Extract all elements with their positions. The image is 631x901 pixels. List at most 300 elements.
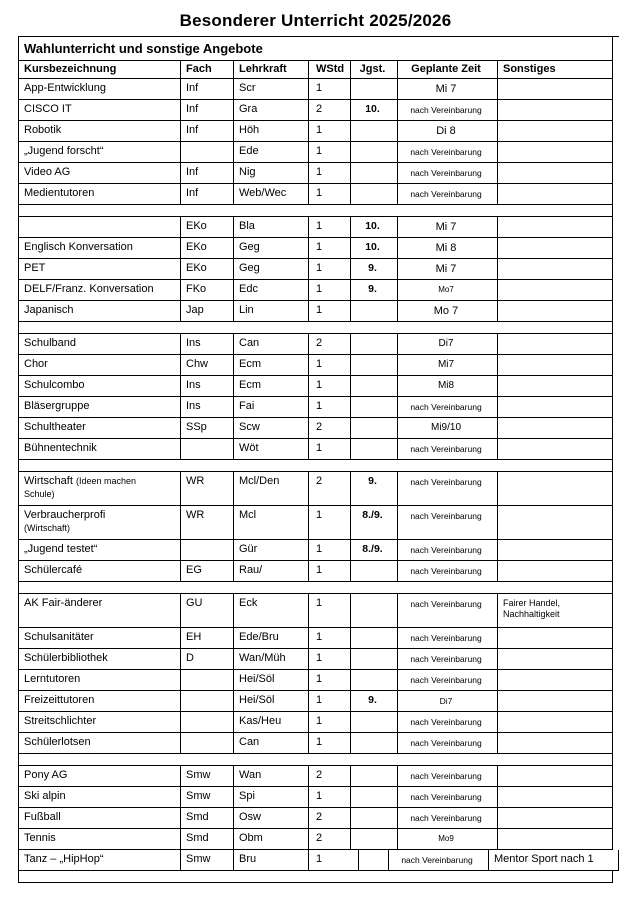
cell-lehrkraft: Hei/Söl — [234, 691, 309, 712]
cell-lehrkraft: Wöt — [234, 439, 309, 460]
cell-geplante-zeit: nach Vereinbarung — [398, 100, 498, 121]
cell-jgst — [351, 829, 398, 850]
course-name: Schultheater — [24, 421, 86, 433]
cell-fach — [181, 540, 234, 561]
course-row — [19, 733, 619, 754]
cell-geplante-zeit: Mo 7 — [398, 301, 498, 322]
cell-fach: FKo — [181, 280, 234, 301]
column-header-lehrkraft: Lehrkraft — [234, 61, 309, 79]
cell-sonstiges — [498, 670, 613, 691]
cell-wstd: 1 — [309, 439, 351, 460]
cell-geplante-zeit: nach Vereinbarung — [398, 506, 498, 540]
cell-sonstiges — [498, 238, 613, 259]
cell-sonstiges — [498, 691, 613, 712]
cell-fach: Inf — [181, 79, 234, 100]
course-row — [19, 301, 619, 322]
cell-jgst — [351, 561, 398, 582]
cell-jgst — [351, 506, 398, 540]
course-name: Schulband — [24, 337, 76, 349]
course-row — [19, 628, 619, 649]
cell-lehrkraft: Can — [234, 334, 309, 355]
cell-lehrkraft: Hei/Söl — [234, 670, 309, 691]
cell-jgst — [351, 121, 398, 142]
course-row — [19, 259, 619, 280]
cell-kursbezeichnung — [19, 691, 181, 712]
column-header-row — [19, 61, 619, 79]
cell-sonstiges — [498, 397, 613, 418]
separator-cell — [19, 460, 613, 472]
cell-geplante-zeit: nach Vereinbarung — [398, 397, 498, 418]
cell-jgst — [351, 280, 398, 301]
course-name-note: (Ideen machen Schule) — [24, 476, 137, 500]
course-name: Verbraucherprofi — [24, 509, 106, 521]
course-name: Schülerbibliothek — [24, 652, 108, 664]
cell-kursbezeichnung — [19, 79, 181, 100]
cell-geplante-zeit: Mi 7 — [398, 217, 498, 238]
cell-geplante-zeit: Mi 7 — [398, 259, 498, 280]
cell-wstd: 1 — [309, 561, 351, 582]
course-name: Tanz – „HipHop“ — [24, 853, 104, 865]
cell-geplante-zeit: nach Vereinbarung — [398, 670, 498, 691]
cell-wstd: 1 — [309, 691, 351, 712]
cell-sonstiges — [498, 217, 613, 238]
cell-fach: Inf — [181, 184, 234, 205]
cell-lehrkraft: Wan — [234, 766, 309, 787]
course-row — [19, 649, 619, 670]
cell-wstd: 2 — [309, 766, 351, 787]
cell-kursbezeichnung — [19, 334, 181, 355]
cell-fach — [181, 439, 234, 460]
cell-sonstiges — [498, 439, 613, 460]
jgst-value: 10. — [365, 103, 380, 115]
cell-geplante-zeit: nach Vereinbarung — [398, 766, 498, 787]
cell-jgst — [351, 540, 398, 561]
course-row — [19, 163, 619, 184]
cell-geplante-zeit: nach Vereinbarung — [398, 472, 498, 506]
cell-wstd: 2 — [309, 100, 351, 121]
cell-kursbezeichnung — [19, 829, 181, 850]
course-name: Bühnentechnik — [24, 442, 97, 454]
cell-wstd: 2 — [309, 418, 351, 439]
course-name: Streitschlichter — [24, 715, 97, 727]
separator-row — [19, 322, 619, 334]
course-row — [19, 397, 619, 418]
jgst-value: 8./9. — [362, 543, 383, 555]
cell-geplante-zeit: nach Vereinbarung — [398, 787, 498, 808]
cell-lehrkraft: Geg — [234, 259, 309, 280]
course-row — [19, 594, 619, 628]
course-name: Freizeittutoren — [24, 694, 95, 706]
column-header-sonstiges: Sonstiges — [498, 61, 613, 79]
cell-jgst — [351, 259, 398, 280]
cell-jgst — [351, 808, 398, 829]
cell-kursbezeichnung — [19, 184, 181, 205]
cell-wstd: 2 — [309, 829, 351, 850]
cell-fach: Ins — [181, 334, 234, 355]
cell-geplante-zeit: Di7 — [398, 334, 498, 355]
cell-lehrkraft: Nig — [234, 163, 309, 184]
cell-fach: Inf — [181, 163, 234, 184]
cell-sonstiges — [498, 418, 613, 439]
cell-jgst — [351, 355, 398, 376]
course-name: Bläsergruppe — [24, 400, 90, 412]
separator-cell — [19, 582, 613, 594]
cell-jgst — [351, 238, 398, 259]
cell-kursbezeichnung — [19, 808, 181, 829]
cell-sonstiges — [498, 79, 613, 100]
cell-geplante-zeit: nach Vereinbarung — [398, 649, 498, 670]
course-name: Lerntutoren — [24, 673, 81, 685]
cell-lehrkraft: Scr — [234, 79, 309, 100]
course-name: AK Fair-änderer — [24, 597, 103, 609]
cell-geplante-zeit: Mo9 — [398, 829, 498, 850]
cell-geplante-zeit: nach Vereinbarung — [398, 808, 498, 829]
cell-fach: EKo — [181, 217, 234, 238]
cell-jgst — [351, 142, 398, 163]
cell-kursbezeichnung — [19, 397, 181, 418]
cell-fach: EKo — [181, 238, 234, 259]
jgst-value: 8./9. — [362, 509, 383, 521]
cell-wstd: 1 — [309, 628, 351, 649]
cell-wstd: 1 — [309, 280, 351, 301]
course-row — [19, 238, 619, 259]
cell-sonstiges — [498, 712, 613, 733]
cell-geplante-zeit: Mi9/10 — [398, 418, 498, 439]
cell-wstd: 1 — [309, 787, 351, 808]
cell-kursbezeichnung — [19, 649, 181, 670]
cell-jgst — [351, 418, 398, 439]
course-name: Wirtschaft — [24, 475, 73, 487]
cell-kursbezeichnung — [19, 100, 181, 121]
cell-lehrkraft: Mcl — [234, 506, 309, 540]
cell-fach — [181, 670, 234, 691]
column-header-wstd: WStd — [309, 61, 351, 79]
cell-fach: Inf — [181, 100, 234, 121]
cell-sonstiges — [498, 540, 613, 561]
cell-wstd: 1 — [309, 238, 351, 259]
separator-cell — [19, 322, 613, 334]
course-row — [19, 100, 619, 121]
course-row — [19, 418, 619, 439]
cell-jgst — [351, 217, 398, 238]
course-row — [19, 217, 619, 238]
cell-wstd: 1 — [309, 121, 351, 142]
course-row — [19, 766, 619, 787]
cell-wstd: 1 — [309, 649, 351, 670]
cell-wstd: 1 — [309, 259, 351, 280]
course-name: Pony AG — [24, 769, 68, 781]
course-row — [19, 355, 619, 376]
course-row — [19, 142, 619, 163]
cell-wstd: 2 — [309, 472, 351, 506]
course-name: Fußball — [24, 811, 61, 823]
cell-kursbezeichnung — [19, 121, 181, 142]
cell-geplante-zeit: nach Vereinbarung — [389, 850, 489, 871]
cell-kursbezeichnung — [19, 217, 181, 238]
separator-row — [19, 754, 619, 766]
course-row — [19, 121, 619, 142]
cell-lehrkraft: Ede — [234, 142, 309, 163]
cell-sonstiges — [498, 808, 613, 829]
cell-fach — [181, 733, 234, 754]
cell-kursbezeichnung — [19, 439, 181, 460]
cell-sonstiges — [498, 121, 613, 142]
cell-lehrkraft: Gra — [234, 100, 309, 121]
cell-geplante-zeit: nach Vereinbarung — [398, 712, 498, 733]
course-row — [19, 670, 619, 691]
cell-wstd: 1 — [309, 355, 351, 376]
cell-fach — [181, 691, 234, 712]
cell-fach: D — [181, 649, 234, 670]
cell-geplante-zeit: Mo7 — [398, 280, 498, 301]
cell-sonstiges — [498, 766, 613, 787]
cell-jgst — [351, 472, 398, 506]
cell-kursbezeichnung — [19, 540, 181, 561]
cell-jgst — [351, 163, 398, 184]
cell-lehrkraft: Mcl/Den — [234, 472, 309, 506]
cell-jgst — [351, 766, 398, 787]
course-name: Schulcombo — [24, 379, 85, 391]
table-section-header-row — [19, 37, 619, 61]
cell-fach: EKo — [181, 259, 234, 280]
course-name: Ski alpin — [24, 790, 66, 802]
cell-geplante-zeit: Di 8 — [398, 121, 498, 142]
cell-sonstiges — [498, 184, 613, 205]
cell-kursbezeichnung — [19, 766, 181, 787]
cell-jgst — [351, 376, 398, 397]
cell-geplante-zeit: nach Vereinbarung — [398, 594, 498, 628]
cell-lehrkraft: Eck — [234, 594, 309, 628]
course-row — [19, 472, 619, 506]
course-name-note: (Wirtschaft) — [24, 523, 70, 534]
separator-row — [19, 582, 619, 594]
cell-fach: GU — [181, 594, 234, 628]
course-row — [19, 540, 619, 561]
cell-sonstiges — [498, 142, 613, 163]
course-row — [19, 829, 619, 850]
column-header-jgst: Jgst. — [351, 61, 398, 79]
cell-fach: Inf — [181, 121, 234, 142]
cell-lehrkraft: Gür — [234, 540, 309, 561]
course-name: CISCO IT — [24, 103, 72, 115]
course-name: PET — [24, 262, 46, 274]
cell-fach: Smw — [181, 766, 234, 787]
jgst-value: 9. — [368, 262, 377, 274]
cell-kursbezeichnung — [19, 301, 181, 322]
cell-jgst — [359, 850, 389, 871]
cell-jgst — [351, 334, 398, 355]
cell-wstd: 1 — [309, 850, 359, 871]
cell-sonstiges — [498, 301, 613, 322]
cell-lehrkraft: Ede/Bru — [234, 628, 309, 649]
cell-kursbezeichnung — [19, 561, 181, 582]
cell-geplante-zeit: nach Vereinbarung — [398, 142, 498, 163]
course-name: „Jugend forscht“ — [24, 145, 104, 157]
course-name: Japanisch — [24, 304, 74, 316]
cell-lehrkraft: Spi — [234, 787, 309, 808]
cell-geplante-zeit: nach Vereinbarung — [398, 540, 498, 561]
cell-jgst — [351, 712, 398, 733]
cell-sonstiges — [498, 334, 613, 355]
jgst-value: 9. — [368, 475, 377, 487]
cell-kursbezeichnung — [19, 259, 181, 280]
cell-kursbezeichnung — [19, 355, 181, 376]
cell-sonstiges — [498, 376, 613, 397]
cell-sonstiges — [498, 829, 613, 850]
cell-fach: WR — [181, 472, 234, 506]
cell-kursbezeichnung — [19, 850, 181, 871]
cell-sonstiges: Fairer Handel, Nachhaltigkeit — [498, 594, 613, 628]
course-name: DELF/Franz. Konversation — [24, 283, 154, 295]
column-header-kursbezeichnung: Kursbezeichnung — [19, 61, 181, 79]
cell-jgst — [351, 691, 398, 712]
course-row — [19, 712, 619, 733]
cell-sonstiges — [498, 628, 613, 649]
cell-jgst — [351, 733, 398, 754]
cell-fach — [181, 142, 234, 163]
cell-sonstiges: Mentor Sport nach 1 — [489, 850, 619, 871]
cell-wstd: 1 — [309, 79, 351, 100]
cell-fach: Smd — [181, 808, 234, 829]
course-row — [19, 79, 619, 100]
cell-wstd: 1 — [309, 397, 351, 418]
course-name: Robotik — [24, 124, 62, 136]
cell-jgst — [351, 100, 398, 121]
jgst-value: 9. — [368, 694, 377, 706]
cell-fach: Smw — [181, 787, 234, 808]
course-table-body — [19, 79, 619, 883]
cell-lehrkraft: Can — [234, 733, 309, 754]
separator-cell — [19, 205, 613, 217]
cell-geplante-zeit: nach Vereinbarung — [398, 163, 498, 184]
cell-lehrkraft: Obm — [234, 829, 309, 850]
cell-kursbezeichnung — [19, 418, 181, 439]
cell-wstd: 1 — [309, 733, 351, 754]
cell-jgst — [351, 649, 398, 670]
course-row — [19, 334, 619, 355]
cell-geplante-zeit: nach Vereinbarung — [398, 628, 498, 649]
separator-cell — [19, 871, 613, 883]
course-row — [19, 184, 619, 205]
cell-lehrkraft: Ecm — [234, 376, 309, 397]
cell-lehrkraft: Höh — [234, 121, 309, 142]
cell-fach — [181, 712, 234, 733]
cell-kursbezeichnung — [19, 594, 181, 628]
course-row — [19, 439, 619, 460]
cell-lehrkraft: Lin — [234, 301, 309, 322]
course-name: Medientutoren — [24, 187, 95, 199]
course-name: Schülerlotsen — [24, 736, 91, 748]
cell-wstd: 1 — [309, 163, 351, 184]
cell-kursbezeichnung — [19, 506, 181, 540]
cell-jgst — [351, 670, 398, 691]
course-name: Tennis — [24, 832, 56, 844]
cell-kursbezeichnung — [19, 280, 181, 301]
cell-wstd: 1 — [309, 670, 351, 691]
cell-sonstiges — [498, 649, 613, 670]
course-row — [19, 787, 619, 808]
cell-lehrkraft: Web/Wec — [234, 184, 309, 205]
jgst-value: 10. — [365, 220, 380, 232]
cell-wstd: 2 — [309, 808, 351, 829]
cell-kursbezeichnung — [19, 628, 181, 649]
cell-geplante-zeit: Mi 8 — [398, 238, 498, 259]
cell-lehrkraft: Geg — [234, 238, 309, 259]
cell-kursbezeichnung — [19, 733, 181, 754]
cell-geplante-zeit: Di7 — [398, 691, 498, 712]
cell-jgst — [351, 594, 398, 628]
cell-wstd: 1 — [309, 142, 351, 163]
cell-lehrkraft: Scw — [234, 418, 309, 439]
cell-lehrkraft: Rau/ — [234, 561, 309, 582]
cell-kursbezeichnung — [19, 472, 181, 506]
cell-geplante-zeit: nach Vereinbarung — [398, 561, 498, 582]
course-row — [19, 506, 619, 540]
cell-jgst — [351, 628, 398, 649]
cell-fach: EG — [181, 561, 234, 582]
cell-geplante-zeit: nach Vereinbarung — [398, 439, 498, 460]
course-table — [18, 36, 619, 883]
cell-kursbezeichnung — [19, 142, 181, 163]
cell-lehrkraft: Edc — [234, 280, 309, 301]
cell-fach: SSp — [181, 418, 234, 439]
cell-wstd: 1 — [309, 540, 351, 561]
cell-lehrkraft: Kas/Heu — [234, 712, 309, 733]
course-name: „Jugend testet“ — [24, 543, 98, 555]
cell-wstd: 1 — [309, 184, 351, 205]
course-name: Englisch Konversation — [24, 241, 133, 253]
course-row — [19, 376, 619, 397]
cell-lehrkraft: Osw — [234, 808, 309, 829]
cell-fach: Ins — [181, 376, 234, 397]
course-row — [19, 808, 619, 829]
cell-jgst — [351, 79, 398, 100]
cell-kursbezeichnung — [19, 163, 181, 184]
cell-fach: WR — [181, 506, 234, 540]
cell-lehrkraft: Wan/Müh — [234, 649, 309, 670]
cell-sonstiges — [498, 561, 613, 582]
cell-kursbezeichnung — [19, 376, 181, 397]
cell-lehrkraft: Bru — [234, 850, 309, 871]
cell-jgst — [351, 397, 398, 418]
cell-wstd: 1 — [309, 301, 351, 322]
cell-fach: Jap — [181, 301, 234, 322]
cell-sonstiges — [498, 163, 613, 184]
separator-row — [19, 205, 619, 217]
cell-wstd: 1 — [309, 712, 351, 733]
page-title: Besonderer Unterricht 2025/2026 — [179, 11, 452, 30]
cell-fach: Chw — [181, 355, 234, 376]
cell-sonstiges — [498, 506, 613, 540]
cell-jgst — [351, 787, 398, 808]
cell-jgst — [351, 184, 398, 205]
cell-jgst — [351, 301, 398, 322]
jgst-value: 10. — [365, 241, 380, 253]
course-row — [19, 850, 619, 871]
cell-kursbezeichnung — [19, 238, 181, 259]
cell-kursbezeichnung — [19, 670, 181, 691]
cell-geplante-zeit: nach Vereinbarung — [398, 184, 498, 205]
cell-fach: Ins — [181, 397, 234, 418]
cell-wstd: 1 — [309, 217, 351, 238]
course-row — [19, 561, 619, 582]
separator-row — [19, 460, 619, 472]
cell-fach: Smw — [181, 850, 234, 871]
course-row — [19, 691, 619, 712]
separator-cell — [19, 754, 613, 766]
column-header-geplante-zeit: Geplante Zeit — [398, 61, 498, 79]
cell-wstd: 1 — [309, 594, 351, 628]
